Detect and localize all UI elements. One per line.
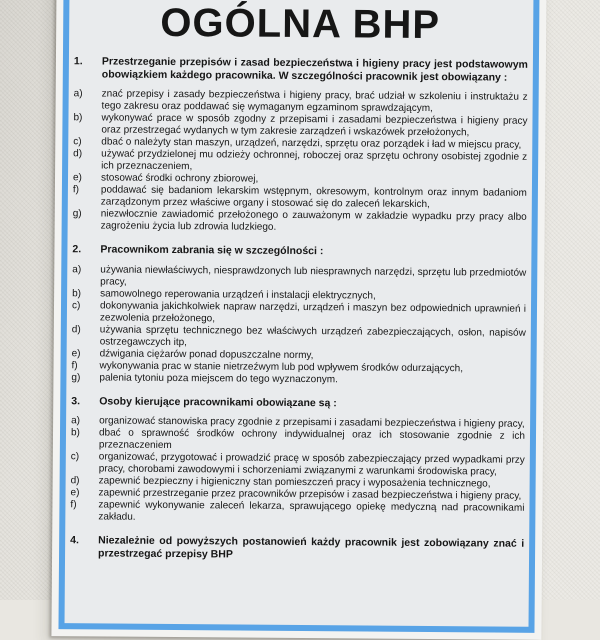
item-text: zapewnić przestrzeganie przez pracowników przepisów i zasad bezpieczeństwa i higieny pracy, xyxy=(98,487,522,502)
item-label: d) xyxy=(71,323,81,335)
list-item xyxy=(68,499,524,527)
item-label: e) xyxy=(71,347,81,359)
section-number: 4. xyxy=(70,534,79,547)
item-text: organizować, przygotować i prowadzić pracę w sposób zabezpieczający przed wypadkami przy pracy, chorobami zawodowymi i schorzeniami związanymi z warunkami środowiska pracy, xyxy=(98,451,525,478)
list-item xyxy=(71,148,527,176)
list-item xyxy=(69,372,525,388)
item-label: f) xyxy=(70,499,77,511)
section-heading-row xyxy=(68,534,524,563)
item-label: g) xyxy=(71,371,81,383)
item-label: f) xyxy=(72,184,80,196)
item-label: d) xyxy=(70,475,80,487)
item-text: znać przepisy i zasady bezpieczeństwa i higieny pracy, brać udział w szkoleniu i instruktażu z tego zakresu oraz poddawać się wymaganym egzaminom sprawdzającym, xyxy=(101,88,528,115)
section-heading-row xyxy=(70,243,526,259)
item-text: używać przydzielonej mu odzieży ochronnej, roboczej oraz sprzętu ochrony osobistej zgodnie z ich przeznaczeniem, xyxy=(101,148,528,173)
list-item xyxy=(70,264,526,292)
section-heading-row xyxy=(72,55,528,84)
item-text: stosować środki ochrony zbiorowej, xyxy=(100,172,259,185)
item-text: poddawać się badaniom lekarskim wstępnym, okresowym, kontrolnym oraz innym badaniom zarządzonym przez właściwe organy i stosować się do zaleceń lekarskich, xyxy=(100,184,527,211)
list-item xyxy=(71,112,527,140)
bhp-safety-sign xyxy=(51,0,546,640)
section-heading: Przestrzeganie przepisów i zasad bezpieczeństwa i higieny pracy jest podstawowym obowiązkiem każdego pracownika. W szczególności pracownik jest obowiązany : xyxy=(101,55,528,84)
list-item xyxy=(72,88,528,116)
item-label: g) xyxy=(72,208,82,220)
item-label: a) xyxy=(71,415,81,427)
item-text: palenia tytoniu poza miejscem do tego wyznaczonym. xyxy=(99,371,338,385)
section-heading: Niezależnie od powyższych postanowień każdy pracownik jest zobowiązany znać i przestrzegać przepisy BHP xyxy=(98,534,525,560)
section-heading-row xyxy=(69,395,525,411)
item-label: d) xyxy=(73,148,83,160)
item-text: dokonywania jakichkolwiek napraw narzędzi, urządzeń i maszyn bez odpowiednich uprawnień i zezwolenia przełożonego, xyxy=(99,299,527,324)
section-heading: Osoby kierujące pracownikami obowiązane są : xyxy=(99,394,337,409)
section-4 xyxy=(68,534,524,563)
item-text: dbać o należyty stan maszyn, urządzeń, narzędzi, sprzętu oraz porządek i ład w miejscu pracy, xyxy=(101,136,522,151)
item-text: wykonywać prace w sposób zgodny z przepisami i zasadami bezpieczeństwa i higieny pracy oraz przestrzegać wydanych w tym zakresie zarządzeń i wskazówek przełożonych, xyxy=(101,112,528,139)
section-number: 2. xyxy=(72,243,82,256)
sign-content xyxy=(65,0,534,627)
item-text: zapewnić bezpieczny i higieniczny stan pomieszczeń pracy i wyposażenia technicznego, xyxy=(98,475,491,490)
item-text: używania sprzętu technicznego bez właściwych urządzeń zabezpieczających, osłon, napisów ostrzegawczych itp, xyxy=(99,323,526,348)
item-text: niezwłocznie zawiadomić przełożonego o zauważonym w zakładzie wypadku przy pracy albo zagrożeniu życia lub zdrowia ludzkiego. xyxy=(100,208,527,233)
list-item xyxy=(71,184,527,212)
list-item xyxy=(69,427,525,455)
item-text: dźwigania ciężarów ponad dopuszczalne normy, xyxy=(99,347,314,361)
list-item xyxy=(69,451,525,479)
item-label: e) xyxy=(72,172,82,184)
item-text: używania niewłaściwych, niesprawdzonych lub niesprawnych narzędzi, sprzętu lub przedmiotów pracy, xyxy=(100,263,527,288)
item-label: f) xyxy=(71,359,78,371)
section-1 xyxy=(71,55,528,236)
section-heading: Pracownikom zabrania się w szczególności : xyxy=(100,243,324,258)
item-label: a) xyxy=(72,263,82,275)
item-label: b) xyxy=(72,287,82,299)
section-number: 3. xyxy=(71,394,81,407)
item-label: c) xyxy=(73,136,82,148)
item-text: dbać o sprawność środków ochrony indywidualnej oraz ich stosowanie zgodnie z ich przeznaczeniem xyxy=(98,427,526,452)
item-text: zapewnić wykonywanie zaleceń lekarza, sprawującego opiekę medyczną nad pracownikami zakładu. xyxy=(98,499,525,523)
section-2 xyxy=(69,243,526,387)
item-label: b) xyxy=(73,112,83,124)
item-label: c) xyxy=(70,451,80,463)
list-item xyxy=(70,324,526,352)
section-number: 1. xyxy=(73,55,83,68)
item-text: organizować stanowiska pracy zgodnie z przepisami i zasadami bezpieczeństwa i higieny pracy, xyxy=(99,415,525,430)
sign-blue-frame xyxy=(58,0,539,633)
item-text: wykonywania prac w stanie nietrzeźwym lub pod wpływem środków odurzających, xyxy=(99,359,464,374)
item-text: samowolnego reperowania urządzeń i instalacji elektrycznych, xyxy=(100,287,376,302)
sign-title: OGÓLNA BHP xyxy=(160,0,441,48)
list-item xyxy=(70,300,526,328)
section-3 xyxy=(68,395,525,527)
list-item xyxy=(71,208,527,236)
item-label: a) xyxy=(73,88,83,100)
item-label: b) xyxy=(70,427,80,439)
item-label: e) xyxy=(70,487,80,499)
item-label: c) xyxy=(71,299,81,311)
